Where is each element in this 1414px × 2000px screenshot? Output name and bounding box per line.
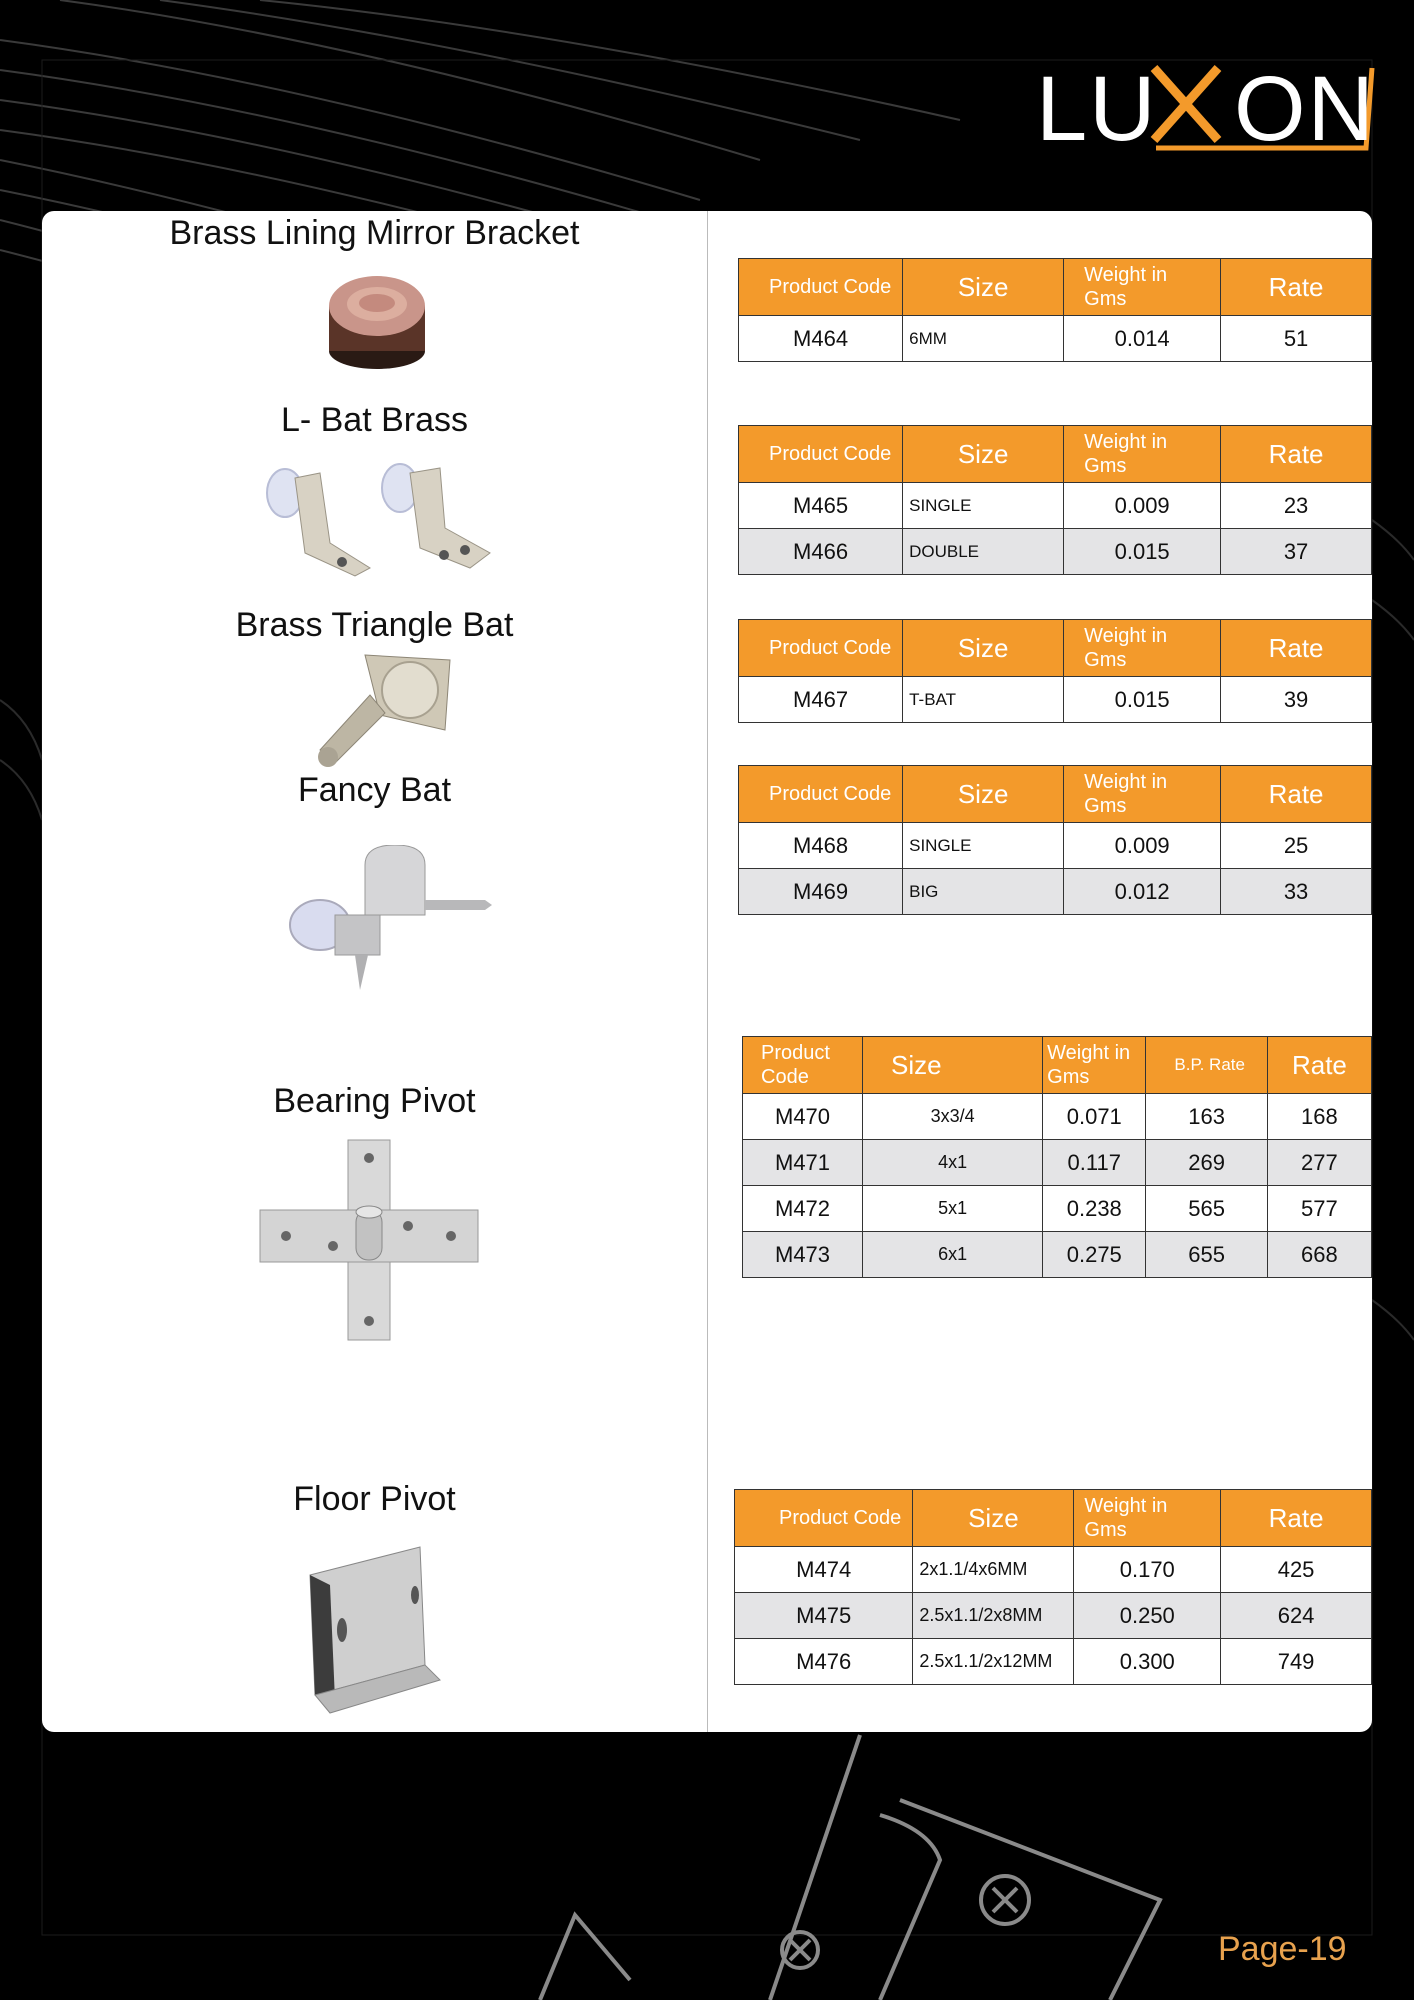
cell-code: M464 — [739, 316, 903, 362]
mirror-bracket-icon — [325, 266, 430, 376]
product-title: Brass Triangle Bat — [235, 606, 514, 644]
cell-rate: 168 — [1267, 1094, 1371, 1140]
cell-bp-rate: 565 — [1146, 1186, 1267, 1232]
cell-size: 6MM — [903, 316, 1064, 362]
cell-size: DOUBLE — [903, 529, 1064, 575]
cell-size: T-BAT — [903, 677, 1064, 723]
header-size: Size — [903, 426, 1064, 483]
cell-size: SINGLE — [903, 823, 1064, 869]
cell-weight: 0.071 — [1043, 1094, 1146, 1140]
cell-weight: 0.275 — [1043, 1232, 1146, 1278]
header-rate: Rate — [1221, 1490, 1372, 1547]
cell-weight: 0.014 — [1064, 316, 1221, 362]
cell-bp-rate: 163 — [1146, 1094, 1267, 1140]
cell-rate: 39 — [1221, 677, 1372, 723]
cell-rate: 33 — [1221, 869, 1372, 915]
table-row — [743, 1094, 1372, 1140]
brand-logo — [1036, 58, 1376, 158]
header-rate: Rate — [1221, 259, 1372, 316]
header-rate: Rate — [1267, 1037, 1371, 1094]
cell-rate: 577 — [1267, 1186, 1371, 1232]
spec-table — [742, 1036, 1372, 1278]
product-title: Brass Lining Mirror Bracket — [169, 214, 580, 252]
cell-rate: 749 — [1221, 1639, 1372, 1685]
cell-weight: 0.250 — [1074, 1593, 1221, 1639]
table-row — [743, 1186, 1372, 1232]
cell-code: M474 — [735, 1547, 913, 1593]
spec-table — [738, 619, 1372, 723]
table-row — [739, 316, 1372, 362]
cell-weight: 0.012 — [1064, 869, 1221, 915]
cell-rate: 624 — [1221, 1593, 1372, 1639]
header-code: Product Code — [739, 620, 903, 677]
header-rate: Rate — [1221, 766, 1372, 823]
cell-rate: 277 — [1267, 1140, 1371, 1186]
table-row — [743, 1232, 1372, 1278]
cell-rate: 51 — [1221, 316, 1372, 362]
table-row — [739, 823, 1372, 869]
product-title: Bearing Pivot — [273, 1082, 476, 1120]
cell-code: M473 — [743, 1232, 863, 1278]
spec-table — [738, 765, 1372, 915]
cell-size: 6x1 — [863, 1232, 1043, 1278]
header-weight: Weight in Gms — [1064, 426, 1221, 483]
header-size: Size — [903, 259, 1064, 316]
table-row — [739, 483, 1372, 529]
spec-table — [734, 1489, 1372, 1685]
header-code: Product Code — [739, 766, 903, 823]
header-weight: Weight in Gms — [1064, 259, 1221, 316]
header-weight: Weight in Gms — [1043, 1037, 1146, 1094]
cell-weight: 0.238 — [1043, 1186, 1146, 1232]
cell-weight: 0.170 — [1074, 1547, 1221, 1593]
table-row — [743, 1140, 1372, 1186]
header-rate: Rate — [1221, 620, 1372, 677]
cell-weight: 0.009 — [1064, 823, 1221, 869]
fancy-bat-icon — [280, 845, 495, 995]
cell-size: 2x1.1/4x6MM — [913, 1547, 1074, 1593]
table-row — [739, 869, 1372, 915]
cell-weight: 0.009 — [1064, 483, 1221, 529]
hinge-outline-icon — [540, 1735, 1160, 2000]
cell-code: M468 — [739, 823, 903, 869]
column-divider — [707, 211, 708, 1732]
cell-bp-rate: 269 — [1146, 1140, 1267, 1186]
cell-code: M476 — [735, 1639, 913, 1685]
cell-code: M466 — [739, 529, 903, 575]
product-title: L- Bat Brass — [280, 401, 469, 439]
triangle-bat-icon — [310, 645, 460, 770]
bearing-pivot-icon — [258, 1138, 480, 1343]
header-code: Product Code — [739, 259, 903, 316]
header-weight: Weight in Gms — [1074, 1490, 1221, 1547]
table-row — [735, 1547, 1372, 1593]
table-row — [739, 529, 1372, 575]
cell-code: M465 — [739, 483, 903, 529]
cell-size: 2.5x1.1/2x8MM — [913, 1593, 1074, 1639]
floor-pivot-icon — [290, 1545, 450, 1715]
cell-code: M471 — [743, 1140, 863, 1186]
cell-size: 4x1 — [863, 1140, 1043, 1186]
cell-code: M475 — [735, 1593, 913, 1639]
table-row — [735, 1593, 1372, 1639]
logo-mark — [1036, 58, 1376, 158]
product-title: Fancy Bat — [297, 771, 452, 809]
cell-rate: 425 — [1221, 1547, 1372, 1593]
spec-table — [738, 425, 1372, 575]
product-title: Floor Pivot — [293, 1480, 456, 1518]
cell-size: BIG — [903, 869, 1064, 915]
header-code: Product Code — [739, 426, 903, 483]
header-weight: Weight in Gms — [1064, 620, 1221, 677]
cell-code: M472 — [743, 1186, 863, 1232]
header-size: Size — [913, 1490, 1074, 1547]
cell-weight: 0.015 — [1064, 677, 1221, 723]
cell-code: M469 — [739, 869, 903, 915]
svg-text:ON: ON — [1234, 58, 1376, 158]
header-bp-rate: B.P. Rate — [1146, 1037, 1267, 1094]
l-bat-icon — [260, 458, 495, 578]
table-row — [735, 1639, 1372, 1685]
header-code: Product Code — [735, 1490, 913, 1547]
cell-code: M467 — [739, 677, 903, 723]
svg-text:LU: LU — [1036, 58, 1158, 158]
header-weight: Weight in Gms — [1064, 766, 1221, 823]
table-row — [739, 677, 1372, 723]
cell-rate: 668 — [1267, 1232, 1371, 1278]
cell-rate: 25 — [1221, 823, 1372, 869]
cell-weight: 0.015 — [1064, 529, 1221, 575]
cell-size: 2.5x1.1/2x12MM — [913, 1639, 1074, 1685]
header-code: Product Code — [743, 1037, 863, 1094]
cell-size: SINGLE — [903, 483, 1064, 529]
cell-size: 3x3/4 — [863, 1094, 1043, 1140]
page-number: Page-19 — [1218, 1930, 1347, 1968]
cell-rate: 23 — [1221, 483, 1372, 529]
spec-table — [738, 258, 1372, 362]
header-size: Size — [903, 620, 1064, 677]
cell-bp-rate: 655 — [1146, 1232, 1267, 1278]
header-rate: Rate — [1221, 426, 1372, 483]
cell-size: 5x1 — [863, 1186, 1043, 1232]
cell-weight: 0.300 — [1074, 1639, 1221, 1685]
header-size: Size — [903, 766, 1064, 823]
cell-weight: 0.117 — [1043, 1140, 1146, 1186]
header-size: Size — [863, 1037, 1043, 1094]
cell-code: M470 — [743, 1094, 863, 1140]
cell-rate: 37 — [1221, 529, 1372, 575]
